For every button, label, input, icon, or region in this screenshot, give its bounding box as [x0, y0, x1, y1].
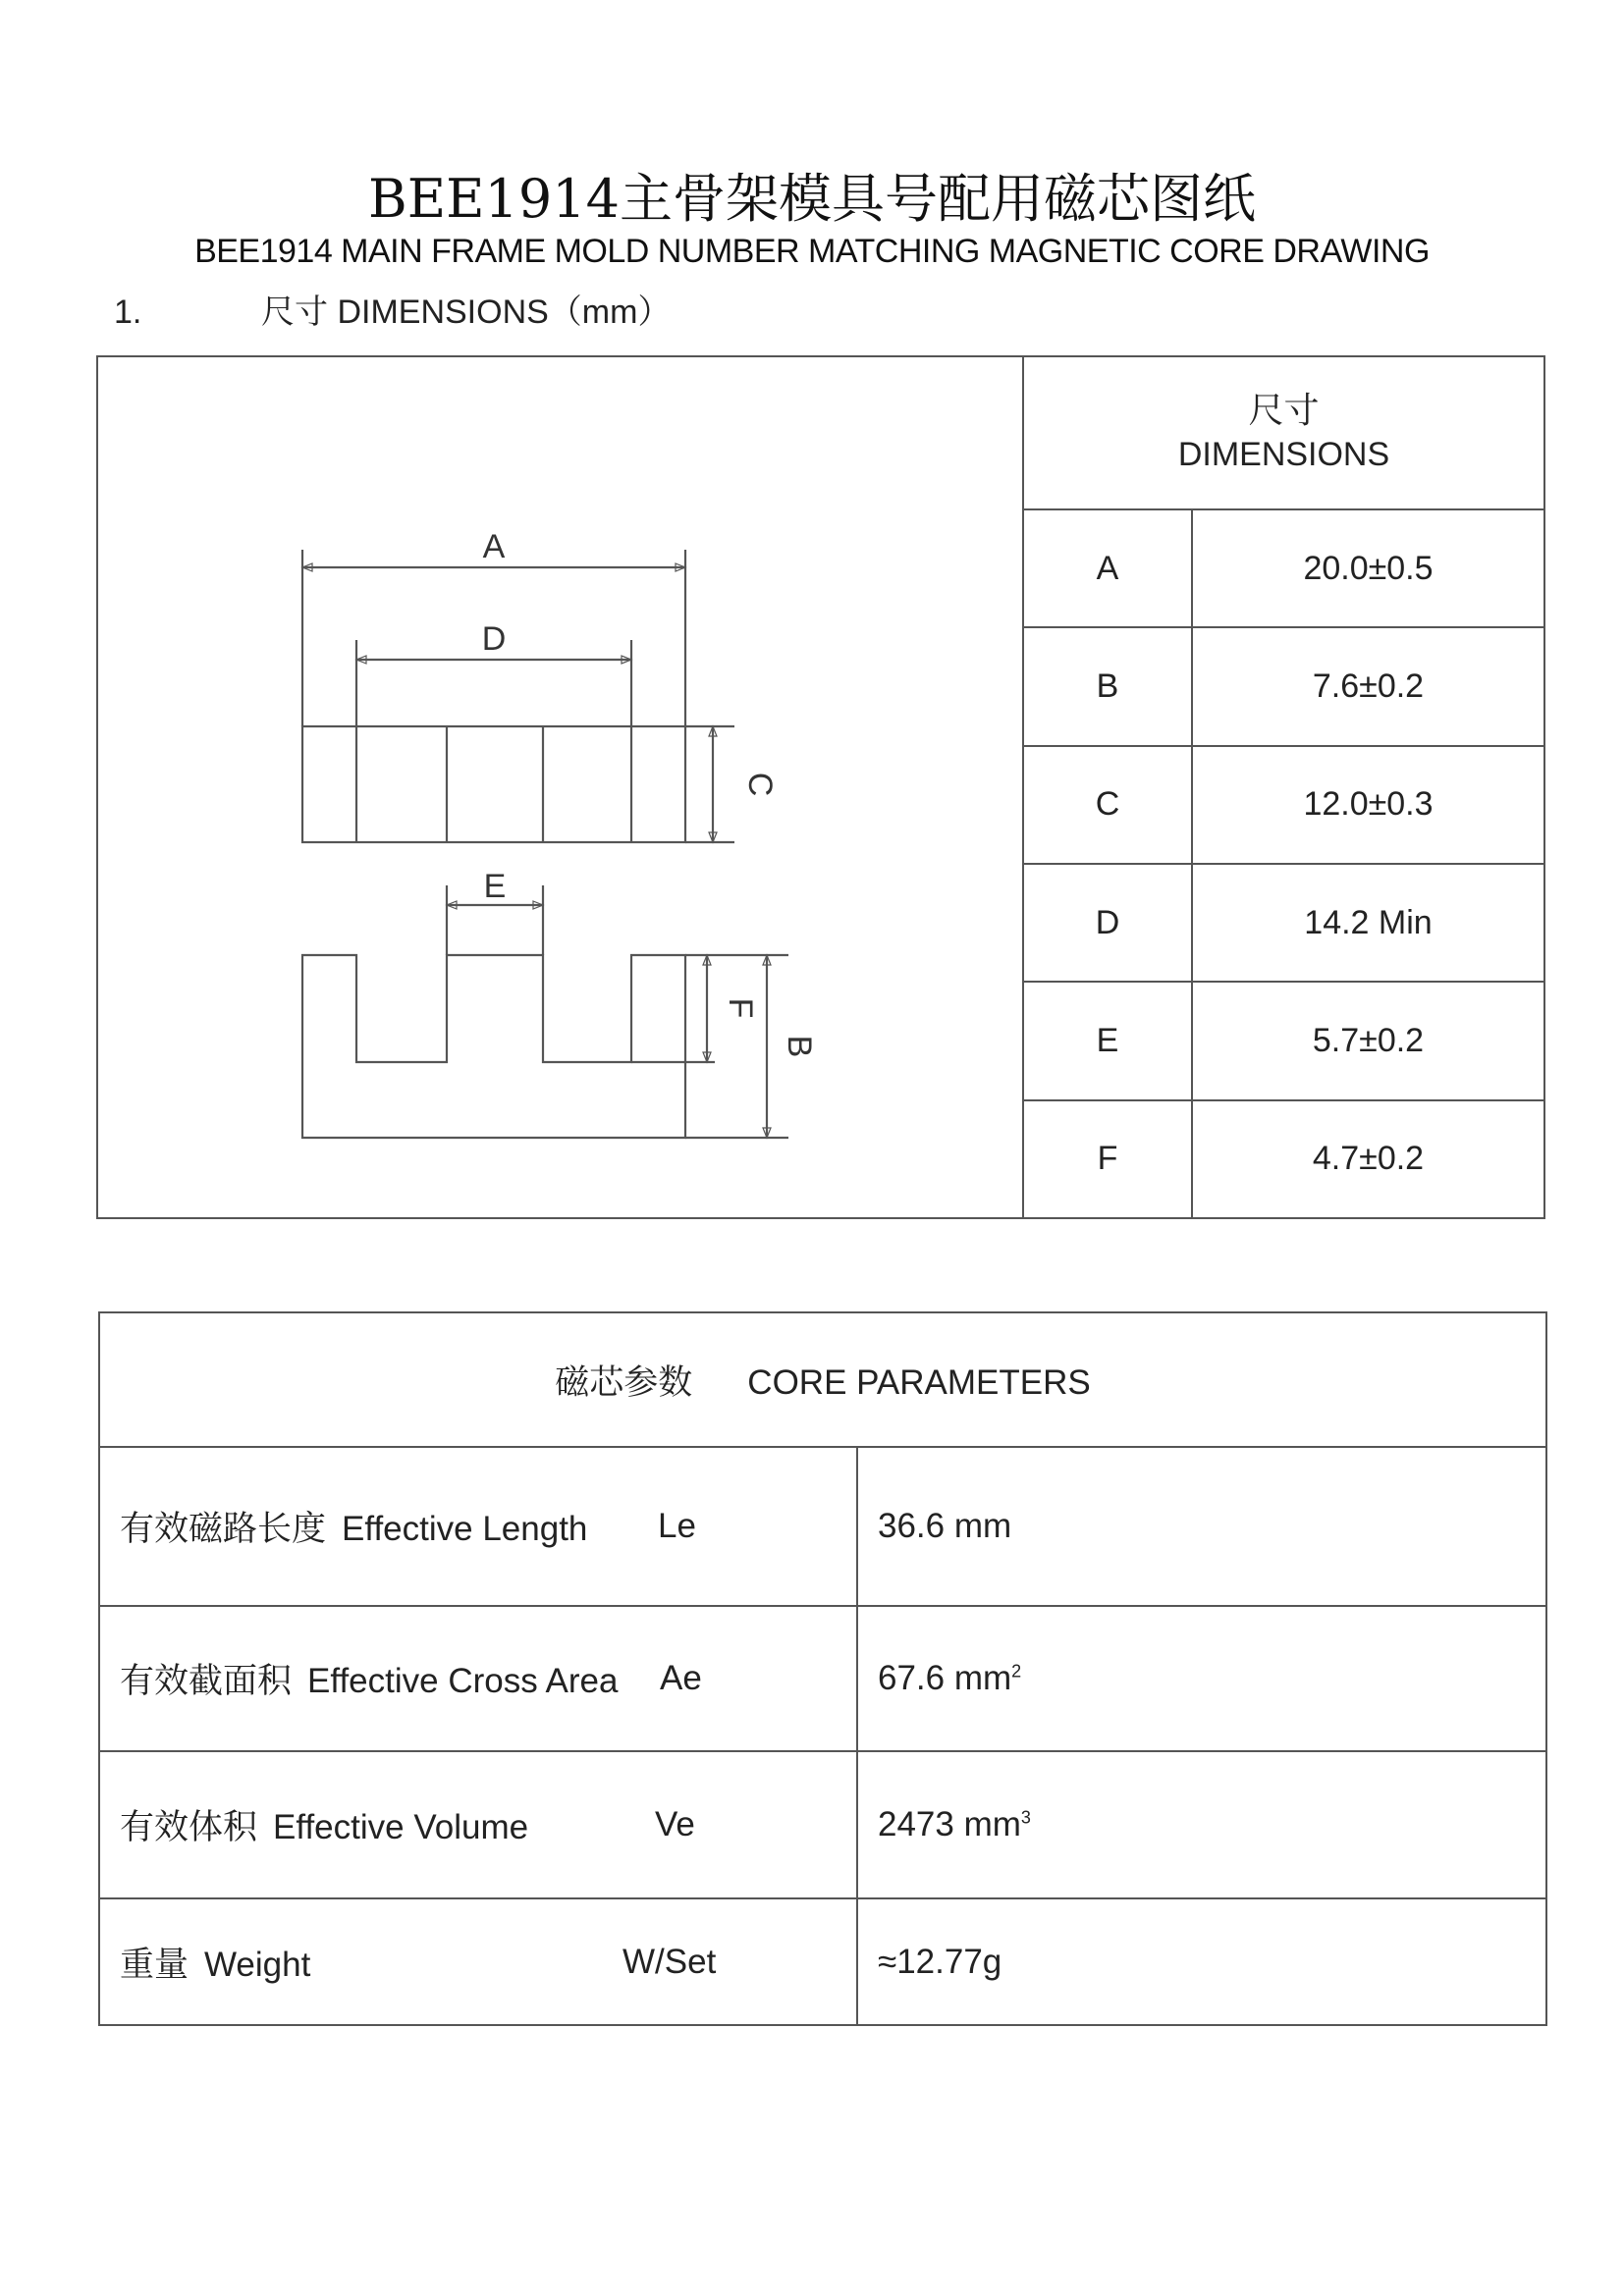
- label-d: D: [481, 620, 507, 658]
- table-row: [1023, 746, 1544, 864]
- table-row: [1023, 1100, 1544, 1218]
- core-parameters-header: [99, 1312, 1546, 1447]
- table-row: [1023, 627, 1544, 745]
- dimension-label: F: [1023, 1100, 1192, 1218]
- param-symbol: Ve: [655, 1805, 695, 1843]
- label-e: E: [483, 868, 507, 905]
- dimensions-header-cn: 尺寸: [1248, 391, 1320, 431]
- param-value: ≈12.77g: [878, 1942, 1002, 1981]
- dimension-value: 20.0±0.5: [1192, 509, 1544, 627]
- label-a: A: [482, 528, 506, 565]
- param-name-cn: 有效磁路长度: [120, 1510, 327, 1549]
- param-value: 36.6 mm: [878, 1507, 1012, 1545]
- param-symbol: Ae: [660, 1659, 702, 1697]
- table-row: [99, 1447, 1546, 1606]
- dimensions-table: [1022, 355, 1545, 1219]
- param-value: 67.6 mm: [878, 1659, 1012, 1697]
- document-title-cn: BEE1914主骨架模具号配用磁芯图纸: [368, 168, 1256, 230]
- dimension-value: 4.7±0.2: [1192, 1100, 1544, 1218]
- core-drawing: [96, 355, 1022, 1219]
- dimension-label: A: [1023, 509, 1192, 627]
- dimension-label: B: [1023, 627, 1192, 745]
- param-unit-exponent: 2: [1011, 1661, 1022, 1682]
- param-value: 2473 mm: [878, 1805, 1021, 1843]
- dimensions-table-header: [1023, 356, 1544, 509]
- dimension-label: C: [1023, 746, 1192, 864]
- dimension-value: 12.0±0.3: [1192, 746, 1544, 864]
- param-unit-exponent: 3: [1020, 1807, 1031, 1828]
- document-title-en: BEE1914 MAIN FRAME MOLD NUMBER MATCHING MAGNETIC CORE DRAWING: [194, 233, 1430, 270]
- dimension-label: D: [1023, 864, 1192, 982]
- table-row: [1023, 509, 1544, 627]
- table-row: [99, 1751, 1546, 1898]
- param-name-en: Effective Length: [342, 1510, 588, 1548]
- param-name-cn: 有效体积: [120, 1808, 258, 1847]
- param-name-cn: 有效截面积: [120, 1662, 293, 1701]
- section-label: 尺寸 DIMENSIONS（mm）: [261, 294, 672, 331]
- dimension-value: 7.6±0.2: [1192, 627, 1544, 745]
- table-row: [1023, 982, 1544, 1099]
- core-parameters-table: [98, 1311, 1547, 2026]
- param-symbol: W/Set: [623, 1942, 717, 1981]
- section-heading: [114, 291, 671, 334]
- core-parameters-header-en: CORE PARAMETERS: [747, 1362, 1091, 1402]
- dimension-value: 5.7±0.2: [1192, 982, 1544, 1099]
- table-row: [1023, 864, 1544, 982]
- param-name-cn: 重量: [120, 1945, 189, 1985]
- dimension-label: E: [1023, 982, 1192, 1099]
- label-b: B: [781, 1035, 818, 1058]
- dimensions-header-en: DIMENSIONS: [1177, 436, 1390, 473]
- param-symbol: Le: [658, 1507, 696, 1545]
- label-c: C: [741, 772, 779, 797]
- section-number: 1.: [114, 294, 142, 331]
- table-row: [99, 1606, 1546, 1751]
- table-row: [99, 1898, 1546, 2025]
- core-parameters-header-cn: 磁芯参数: [555, 1362, 693, 1403]
- core-side-view: [302, 955, 685, 1138]
- core-top-view: [302, 726, 685, 842]
- dimension-value: 14.2 Min: [1192, 864, 1544, 982]
- param-name-en: Weight: [204, 1945, 311, 1984]
- param-name-en: Effective Cross Area: [307, 1662, 619, 1700]
- label-f: F: [722, 997, 759, 1019]
- param-name-en: Effective Volume: [273, 1808, 529, 1846]
